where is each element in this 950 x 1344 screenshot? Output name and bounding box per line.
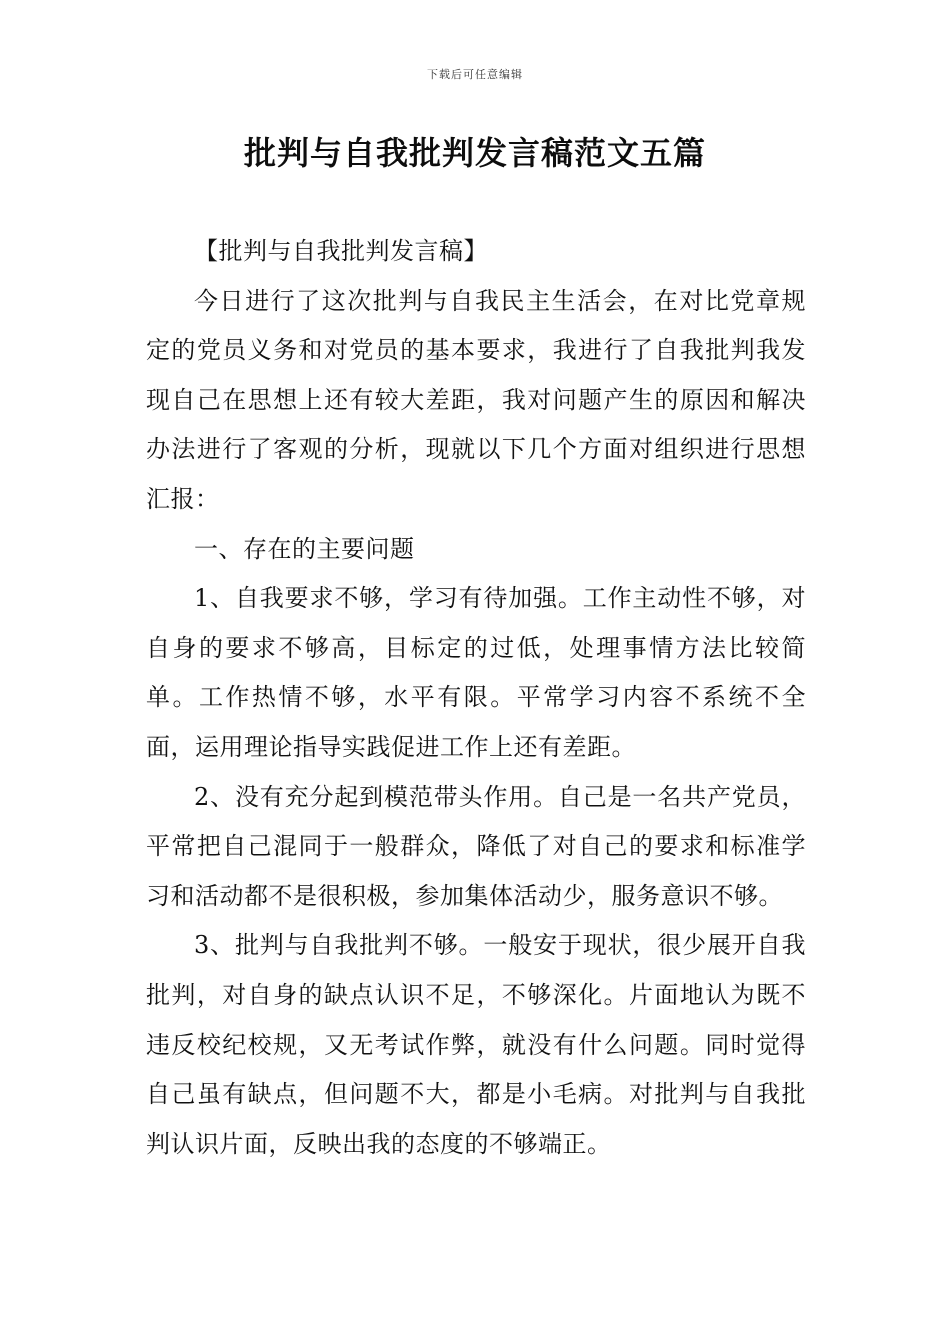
paragraph-intro: 今日进行了这次批判与自我民主生活会，在对比党章规定的党员义务和对党员的基本要求，我进行了自我批判我发现自己在思想上还有较大差距，我对问题产生的原因和解决办法进行了客观的分析，现就以下几个方面对组织进行思想汇报：	[146, 286, 806, 513]
paragraph-issue-2: 2、没有充分起到模范带头作用。自己是一名共产党员，平常把自己混同于一般群众，降低了对自己的要求和标准学习和活动都不是很积极，参加集体活动少，服务意识不够。	[146, 782, 806, 910]
paragraph-issue-1: 1、自我要求不够，学习有待加强。工作主动性不够，对自身的要求不够高，目标定的过低，处理事情方法比较简单。工作热情不够，水平有限。平常学习内容不系统不全面，运用理论指导实践促进工作上还有差距。	[146, 584, 806, 761]
document-title: 批判与自我批判发言稿范文五篇	[243, 134, 706, 172]
section-heading: 【批判与自我批判发言稿】	[194, 237, 488, 265]
document-body	[146, 227, 806, 1169]
paragraph-issue-3: 3、批判与自我批判不够。一般安于现状，很少展开自我批判，对自身的缺点认识不足，不够深化。片面地认为既不违反校纪校规，又无考试作弊，就没有什么问题。同时觉得自己虽有缺点，但问题不大，都是小毛病。对批判与自我批判认识片面，反映出我的态度的不够端正。	[146, 931, 806, 1158]
header-note: 下载后可任意编辑	[427, 68, 523, 81]
subheading-main-issues: 一、存在的主要问题	[194, 534, 415, 563]
